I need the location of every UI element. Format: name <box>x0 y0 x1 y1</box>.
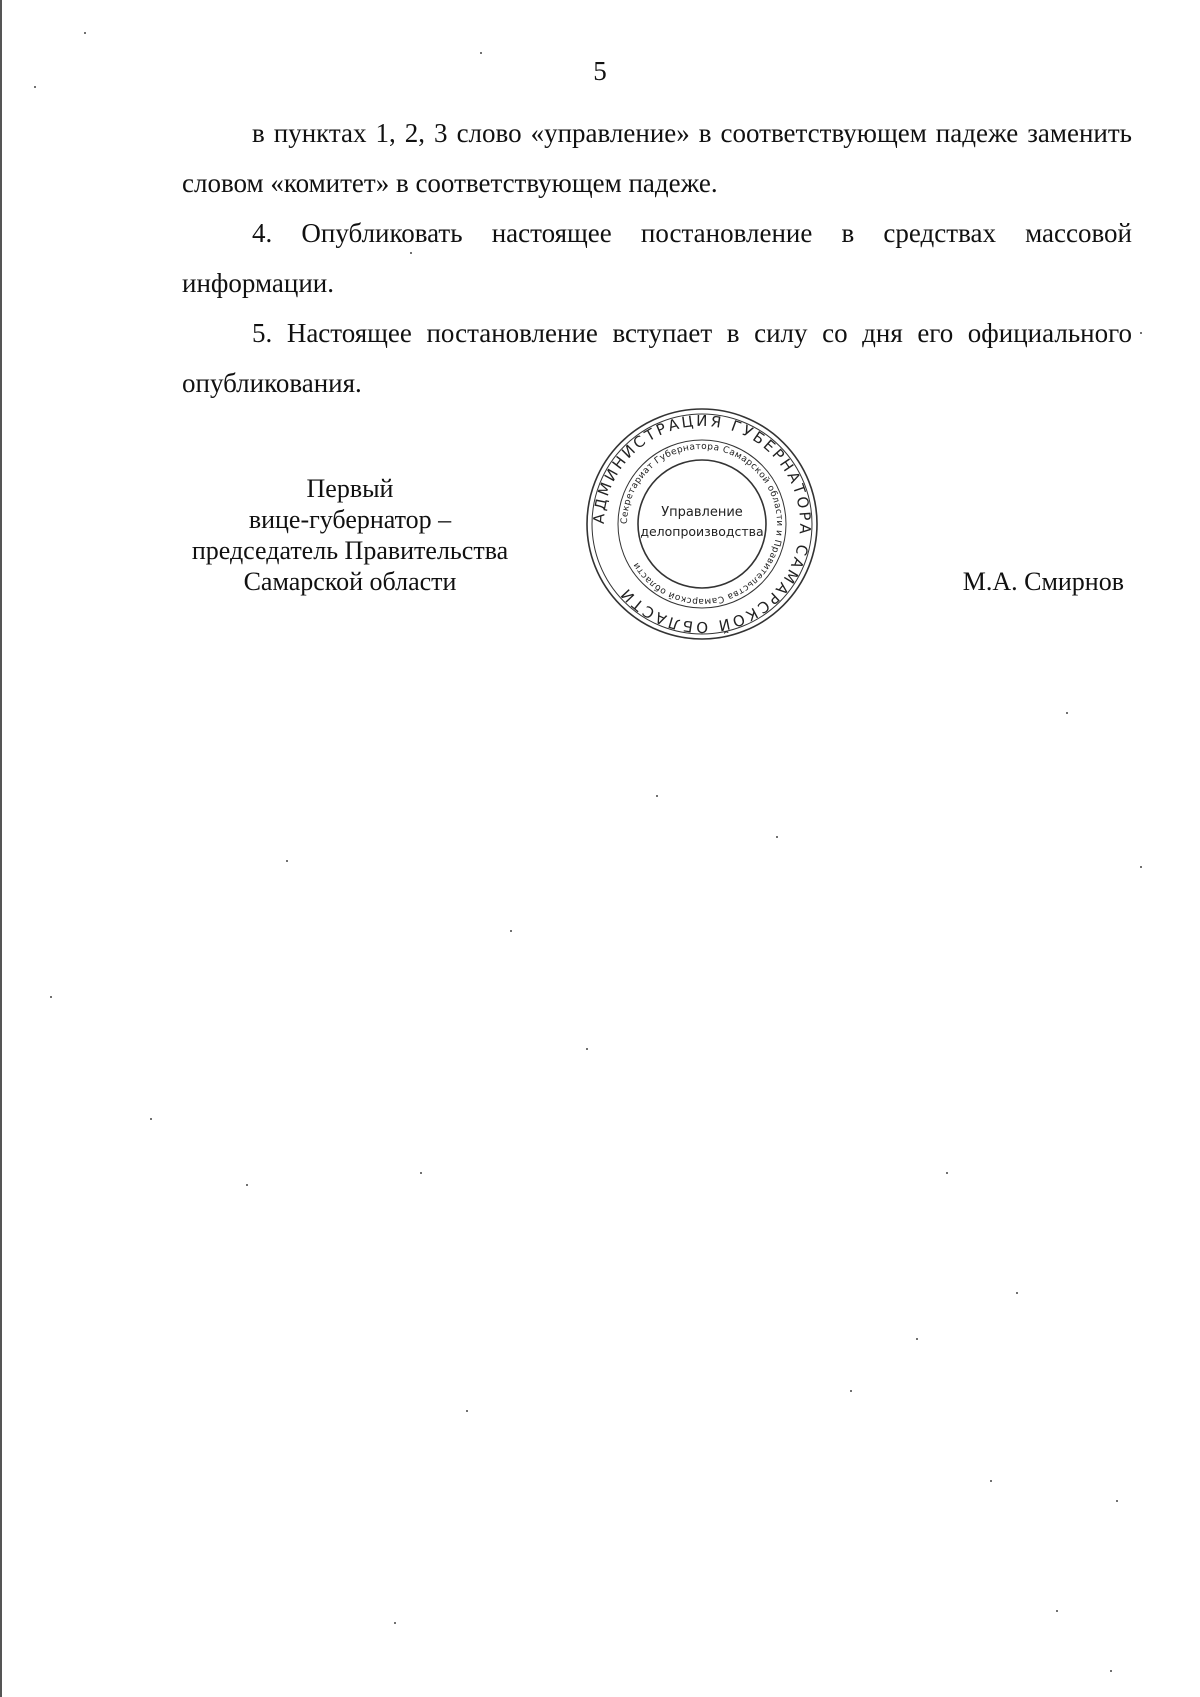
signatory-position <box>170 473 530 597</box>
position-line: Первый <box>306 474 394 503</box>
scan-speck <box>394 1622 396 1624</box>
seal-middle-textpath: Секретариат Губернатора Самарской области и Правительства Самарской области <box>619 441 785 607</box>
scan-speck <box>1056 1610 1058 1612</box>
paragraph-publish: 4. Опубликовать настоящее постановление в средствах массовой информации. <box>182 218 1132 298</box>
scan-speck <box>1016 1292 1018 1294</box>
position-line: председатель Правительства <box>191 536 509 565</box>
official-seal <box>584 406 820 642</box>
signatory-name: М.А. Смирнов <box>962 567 1124 596</box>
paragraph-effective-date: 5. Настоящее постановление вступает в силу со дня его официального опубликования. <box>182 318 1132 398</box>
scan-speck <box>420 1172 422 1174</box>
paragraph-amendment: в пунктах 1, 2, 3 слово «управление» в соответствующем падеже заменить словом «комитет» в соответствующем падеже. <box>182 118 1132 198</box>
page-number: 5 <box>593 56 607 86</box>
scan-speck <box>1116 1500 1118 1502</box>
scan-speck <box>510 930 512 932</box>
scan-speck <box>850 1390 852 1392</box>
scan-speck <box>776 836 778 838</box>
scan-speck <box>1140 332 1142 334</box>
seal-center-line: Управление <box>661 505 743 520</box>
scan-speck <box>1140 866 1142 868</box>
scan-speck <box>286 860 288 862</box>
scan-speck <box>246 1184 248 1186</box>
seal-center-line: делопроизводства <box>640 524 764 539</box>
scan-speck <box>410 252 412 254</box>
position-line: вице-губернатор – <box>248 505 452 534</box>
scan-speck <box>946 1172 948 1174</box>
scan-speck <box>150 1118 152 1120</box>
scan-speck <box>990 1480 992 1482</box>
document-body <box>182 108 1132 408</box>
scan-speck <box>84 32 86 34</box>
scan-speck <box>916 1338 918 1340</box>
scan-speck <box>586 1048 588 1050</box>
scan-speck <box>34 86 36 88</box>
scan-speck <box>466 1410 468 1412</box>
scan-speck <box>1110 1670 1112 1672</box>
page-left-edge <box>0 0 2 1697</box>
scan-speck <box>480 52 482 54</box>
scan-speck <box>50 996 52 998</box>
scan-speck <box>1066 712 1068 714</box>
position-line: Самарской области <box>243 567 457 596</box>
seal-outer-textpath: АДМИНИСТРАЦИЯ ГУБЕРНАТОРА САМАРСКОЙ ОБЛАСТИ <box>589 411 815 637</box>
scan-speck <box>656 795 658 797</box>
